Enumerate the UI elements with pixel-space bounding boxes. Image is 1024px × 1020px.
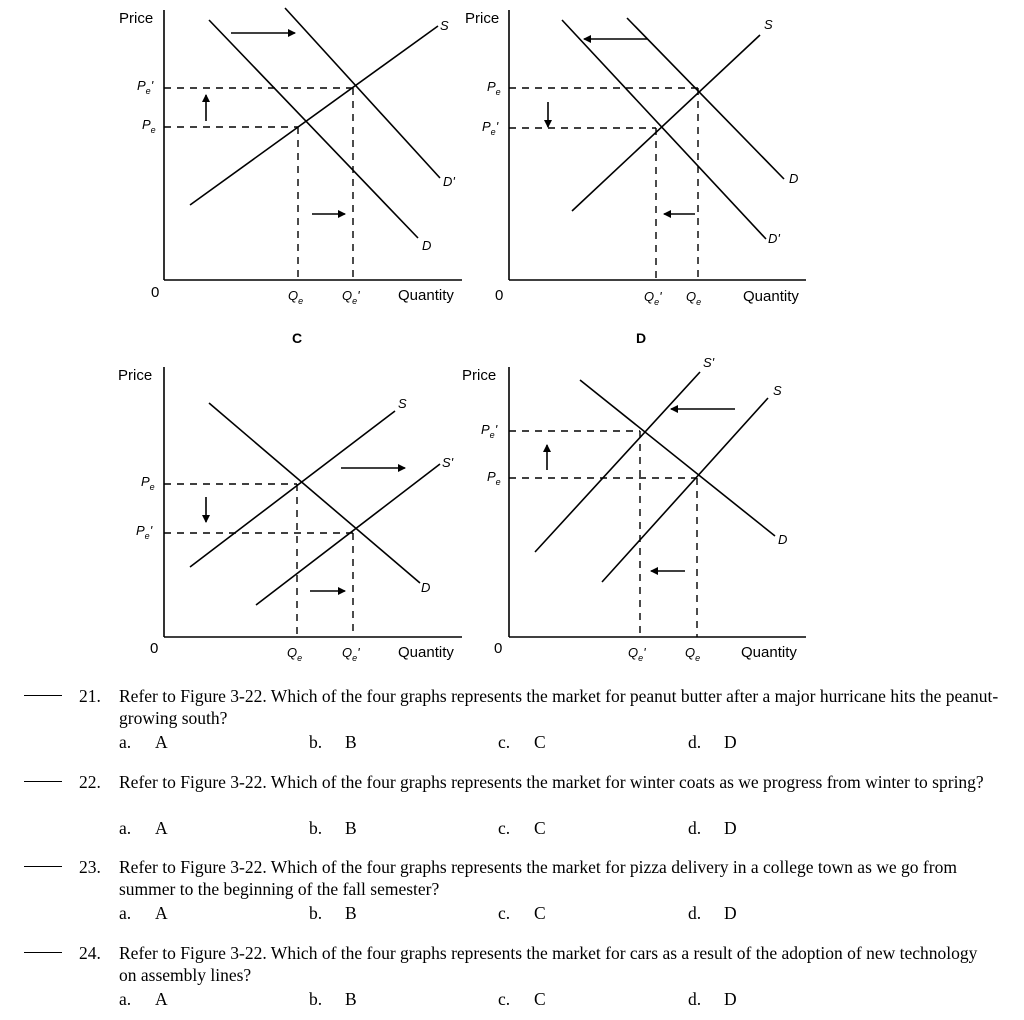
answer-blank[interactable] (24, 695, 62, 696)
option-d[interactable]: d. D (688, 732, 737, 752)
supply-label: S (764, 17, 773, 32)
supply-curve-new (535, 372, 700, 552)
question-number: 22. (79, 772, 101, 792)
option-d[interactable]: d. D (688, 989, 737, 1009)
price-tick-upper: $P_e$ (487, 79, 501, 97)
price-tick-lower: $P_e'$ (482, 119, 499, 137)
option-a[interactable]: a. A (119, 989, 168, 1009)
option-b[interactable]: b. B (309, 818, 357, 838)
price-tick-lower: $P_e$ (142, 117, 156, 135)
graph-c (119, 8, 462, 346)
quantity-tick-right: $Q_e$ (685, 645, 701, 663)
option-b[interactable]: b. B (309, 732, 357, 752)
price-axis-label: Price (462, 367, 497, 384)
demand-label: D (789, 171, 799, 186)
options (0, 731, 1024, 753)
option-c[interactable]: c. C (498, 903, 546, 923)
demand-label: D (421, 580, 431, 595)
origin-label: 0 (150, 640, 159, 657)
quantity-axis-label: Quantity (398, 287, 454, 304)
graph-d (465, 10, 806, 346)
quantity-tick-left: $Q_e'$ (628, 645, 646, 663)
demand-label: D (422, 238, 432, 253)
supply-label: S (440, 18, 449, 33)
option-b[interactable]: b. B (309, 989, 357, 1009)
supply-curve (190, 26, 438, 205)
question-number: 23. (79, 857, 101, 877)
graph-title: D (636, 330, 647, 346)
demand-new-label: D' (443, 174, 455, 189)
option-d[interactable]: d. D (688, 903, 737, 923)
quantity-tick-left: $Q_e$ (287, 645, 303, 663)
supply-new-label: S' (703, 355, 715, 370)
demand-curve (209, 403, 420, 583)
origin-label: 0 (494, 640, 503, 657)
origin-label: 0 (151, 284, 160, 301)
option-c[interactable]: c. C (498, 732, 546, 752)
option-a[interactable]: a. A (119, 818, 168, 838)
price-axis-label: Price (118, 367, 153, 384)
question-number: 24. (79, 943, 101, 963)
options (0, 988, 1024, 1010)
supply-new-label: S' (442, 455, 454, 470)
supply-curve (190, 411, 395, 567)
graph-lower-left (118, 367, 462, 663)
price-tick-upper: $P_e$ (141, 474, 155, 492)
answer-blank[interactable] (24, 781, 62, 782)
question-text: Refer to Figure 3-22. Which of the four graphs represents the market for cars as a result of the adoption of new technology on assembly lines? (119, 943, 978, 985)
demand-label: D (778, 532, 788, 547)
question-text: Refer to Figure 3-22. Which of the four graphs represents the market for pizza delivery in a college town as we go from summer to the beginning of the fall semester? (119, 857, 957, 899)
option-d[interactable]: d. D (688, 818, 737, 838)
question-number: 21. (79, 686, 101, 706)
options (0, 817, 1024, 839)
supply-label: S (398, 396, 407, 411)
quantity-tick-left: $Q_e'$ (644, 289, 662, 307)
price-tick-lower: $P_e'$ (136, 523, 153, 541)
option-c[interactable]: c. C (498, 818, 546, 838)
answer-blank[interactable] (24, 952, 62, 953)
quantity-tick-left: $Q_e$ (288, 288, 304, 306)
quantity-tick-right: $Q_e'$ (342, 288, 360, 306)
option-a[interactable]: a. A (119, 732, 168, 752)
price-tick-upper: $P_e'$ (137, 78, 154, 96)
origin-label: 0 (495, 287, 504, 304)
quantity-axis-label: Quantity (741, 644, 797, 661)
option-a[interactable]: a. A (119, 903, 168, 923)
price-tick-upper: $P_e'$ (481, 422, 498, 440)
supply-curve-new (256, 464, 440, 605)
demand-new-label: D' (768, 231, 780, 246)
supply-curve (602, 398, 768, 582)
quantity-axis-label: Quantity (398, 644, 454, 661)
question-text: Refer to Figure 3-22. Which of the four graphs represents the market for peanut butter after a major hurricane hits the peanut-growing south? (119, 686, 999, 728)
price-tick-lower: $P_e$ (487, 469, 501, 487)
quantity-tick-right: $Q_e'$ (342, 645, 360, 663)
graph-lower-right (462, 355, 806, 663)
demand-curve (209, 20, 418, 238)
question-text: Refer to Figure 3-22. Which of the four graphs represents the market for winter coats as we progress from winter to spring? (119, 772, 984, 792)
demand-curve-new (285, 8, 440, 178)
demand-curve (627, 18, 784, 179)
supply-label: S (773, 383, 782, 398)
price-axis-label: Price (465, 10, 500, 27)
quantity-axis-label: Quantity (743, 288, 799, 305)
option-b[interactable]: b. B (309, 903, 357, 923)
price-axis-label: Price (119, 10, 154, 27)
answer-blank[interactable] (24, 866, 62, 867)
options (0, 902, 1024, 924)
demand-curve (580, 380, 775, 536)
option-c[interactable]: c. C (498, 989, 546, 1009)
graph-title: C (292, 330, 303, 346)
quantity-tick-right: $Q_e$ (686, 289, 702, 307)
